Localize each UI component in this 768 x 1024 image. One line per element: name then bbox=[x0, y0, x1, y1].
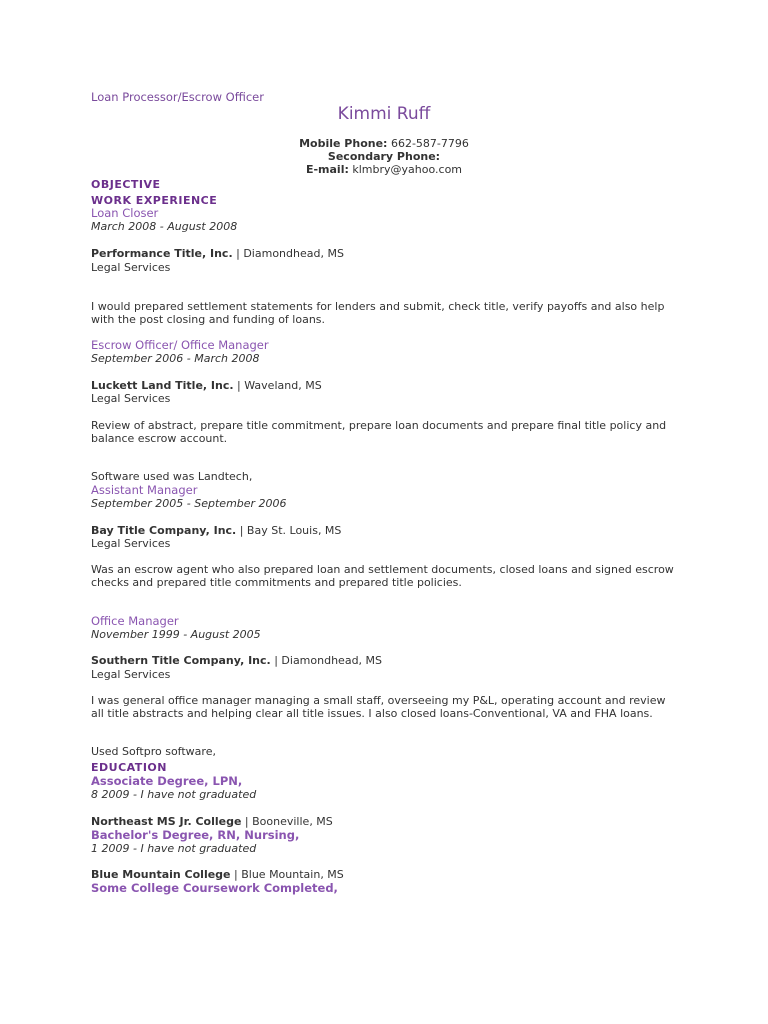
mobile-phone-line bbox=[0, 137, 768, 151]
job-company-line bbox=[91, 524, 341, 537]
education-degree: Bachelor's Degree, RN, Nursing, bbox=[91, 828, 300, 842]
job-title: Office Manager bbox=[91, 614, 179, 628]
education-location: | Blue Mountain, MS bbox=[230, 868, 344, 881]
job-extra-note: Software used was Landtech, bbox=[91, 470, 253, 483]
education-school: Blue Mountain College bbox=[91, 868, 231, 881]
job-industry: Legal Services bbox=[91, 668, 171, 681]
job-dates: March 2008 - August 2008 bbox=[91, 220, 238, 233]
job-dates: September 2005 - September 2006 bbox=[91, 497, 287, 510]
job-description: I was general office manager managing a small staff, overseeing my P&L, operating account and review all title abstracts and helping clear all title issues. I also closed loans-Conventional, VA and FHA loans. bbox=[91, 694, 666, 720]
email-value: klmbry@yahoo.com bbox=[352, 163, 463, 176]
job-company-line bbox=[91, 379, 322, 392]
education-degree: Associate Degree, LPN, bbox=[91, 774, 243, 788]
job-company: Bay Title Company, Inc. bbox=[91, 524, 237, 537]
mobile-phone-label: Mobile Phone: bbox=[299, 137, 388, 150]
education-dates: 1 2009 - I have not graduated bbox=[91, 842, 257, 855]
job-company: Luckett Land Title, Inc. bbox=[91, 379, 234, 392]
job-extra-note: Used Softpro software, bbox=[91, 745, 216, 758]
job-location: | Diamondhead, MS bbox=[232, 247, 344, 260]
secondary-phone-label: Secondary Phone: bbox=[327, 150, 441, 163]
secondary-phone-line bbox=[0, 150, 768, 164]
education-heading: EDUCATION bbox=[91, 761, 167, 774]
education-location: | Booneville, MS bbox=[241, 815, 333, 828]
job-industry: Legal Services bbox=[91, 261, 171, 274]
job-dates: November 1999 - August 2005 bbox=[91, 628, 261, 641]
job-description: Was an escrow agent who also prepared loan and settlement documents, closed loans and signed escrow checks and prepared title commitments and prepared title policies. bbox=[91, 563, 674, 589]
job-description: Review of abstract, prepare title commitment, prepare loan documents and prepare final title policy and balance escrow account. bbox=[91, 419, 667, 445]
email-label: E-mail: bbox=[305, 163, 349, 176]
education-school: Northeast MS Jr. College bbox=[91, 815, 242, 828]
email-line bbox=[0, 163, 768, 177]
job-company-line bbox=[91, 654, 382, 667]
job-title: Assistant Manager bbox=[91, 483, 198, 497]
job-location: | Waveland, MS bbox=[233, 379, 322, 392]
candidate-name: Kimmi Ruff bbox=[337, 104, 431, 124]
job-industry: Legal Services bbox=[91, 392, 171, 405]
job-industry: Legal Services bbox=[91, 537, 171, 550]
work-experience-heading: WORK EXPERIENCE bbox=[91, 194, 218, 207]
job-dates: September 2006 - March 2008 bbox=[91, 352, 260, 365]
education-degree: Some College Coursework Completed, bbox=[91, 881, 338, 895]
education-school-line bbox=[91, 815, 333, 828]
target-job-title: Loan Processor/Escrow Officer bbox=[91, 90, 264, 104]
mobile-phone-value: 662-587-7796 bbox=[390, 137, 469, 150]
job-title: Loan Closer bbox=[91, 206, 159, 220]
job-company: Southern Title Company, Inc. bbox=[91, 654, 271, 667]
objective-heading: OBJECTIVE bbox=[91, 178, 161, 191]
job-location: | Bay St. Louis, MS bbox=[236, 524, 342, 537]
job-location: | Diamondhead, MS bbox=[270, 654, 383, 667]
education-school-line bbox=[91, 868, 344, 881]
job-company-line bbox=[91, 247, 344, 260]
job-title: Escrow Officer/ Office Manager bbox=[91, 338, 269, 352]
education-dates: 8 2009 - I have not graduated bbox=[91, 788, 257, 801]
job-company: Performance Title, Inc. bbox=[91, 247, 233, 260]
job-description: I would prepared settlement statements for lenders and submit, check title, verify payoffs and also help with the post closing and funding of loans. bbox=[91, 300, 665, 326]
